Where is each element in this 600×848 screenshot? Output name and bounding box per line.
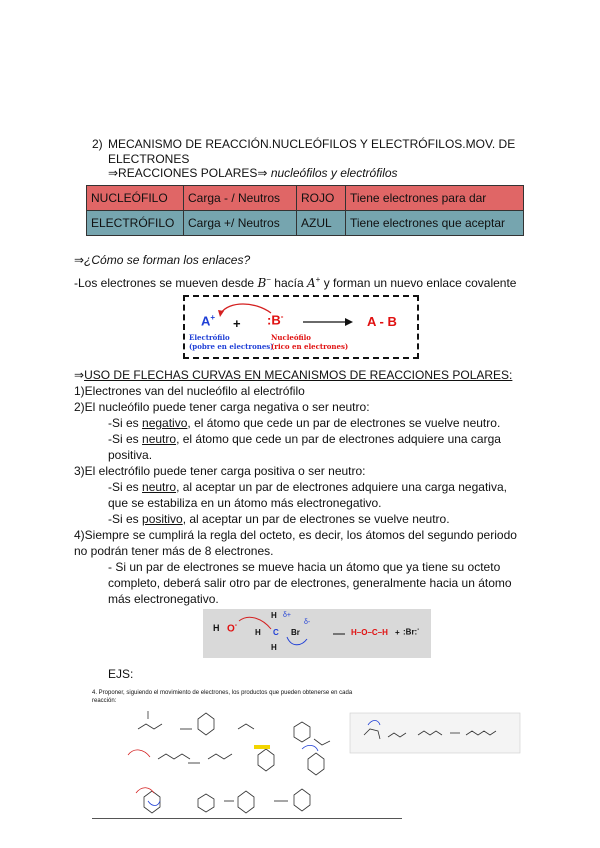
examples-structures bbox=[88, 689, 528, 819]
electrophile-label: Electrófilo (pobre en electrones) bbox=[189, 333, 274, 351]
section-title-cont: ELECTRONES bbox=[108, 152, 190, 166]
table-cell: Carga +/ Neutros bbox=[184, 211, 297, 236]
section-number: 2) bbox=[92, 137, 103, 151]
rule-1: 1)Electrones van del nucleófilo al electrófilo bbox=[74, 384, 305, 398]
mech-c: C bbox=[273, 628, 279, 637]
mech-br: Br bbox=[291, 628, 300, 637]
mech-h-bot: H bbox=[271, 643, 277, 652]
diagram-product: A - B bbox=[367, 314, 397, 329]
blue-curved-arrows bbox=[148, 745, 318, 805]
section-title: MECANISMO DE REACCIÓN.NUCLEÓFILOS Y ELECTRÓFILOS.MOV. DE bbox=[108, 137, 516, 151]
bonds-a-sup: + bbox=[315, 275, 321, 284]
rule-2a: -Si es negativo, el átomo que cede un par de electrones se vuelve neutro. bbox=[108, 416, 501, 430]
nucleophile-electrophile-table bbox=[86, 185, 524, 236]
mech-delta-plus: δ+ bbox=[283, 612, 291, 619]
footer-rule bbox=[92, 818, 402, 819]
examples-figure bbox=[88, 689, 528, 819]
table-cell: Tiene electrones para dar bbox=[346, 186, 524, 211]
nucleophile-label: Nucleófilo (rico en electrones) bbox=[271, 333, 349, 351]
table-cell: Tiene electrones que aceptar bbox=[346, 211, 524, 236]
mech-h-c: H bbox=[255, 628, 261, 637]
rule-4a: - Si un par de electrones se mueve hacia un átomo que ya tiene su octeto bbox=[108, 560, 501, 574]
rule-3a-cont: que se estabiliza en un átomo más electronegativo. bbox=[108, 496, 382, 510]
rule-4a-cont: completo, deberá salir otro par de electrones, generalmente hacia un átomo bbox=[108, 576, 512, 590]
reaction-arrows bbox=[180, 729, 288, 801]
rule-4-cont: no podrán tener más de 8 electrones. bbox=[74, 544, 274, 558]
subtitle-prefix: ⇒REACCIONES POLARES⇒ bbox=[108, 166, 268, 180]
table-row-electrophile bbox=[87, 211, 524, 236]
sn2-mechanism-figure bbox=[203, 609, 431, 658]
section-subtitle bbox=[108, 166, 398, 181]
mech-product: H–O–C–H bbox=[351, 628, 388, 637]
subtitle-italic: nucleófilos y electrófilos bbox=[270, 166, 398, 180]
rule-2: 2)El nucleófilo puede tener carga negativa o ser neutro: bbox=[74, 400, 370, 414]
examples-label: EJS: bbox=[108, 667, 134, 681]
rule-2b: -Si es neutro, el átomo que cede un par de electrones adquiere una carga bbox=[108, 432, 501, 446]
bond-formation-diagram bbox=[183, 295, 419, 359]
table-cell: ROJO bbox=[297, 186, 346, 211]
bonds-question: ⇒¿Cómo se forman los enlaces? bbox=[74, 253, 251, 267]
rule-4a-cont2: más electronegativo. bbox=[108, 592, 219, 606]
mech-o: O- bbox=[227, 622, 238, 635]
rule-2b-cont: positiva. bbox=[108, 448, 153, 462]
bonds-b-sup: − bbox=[266, 275, 271, 284]
bonds-text-b: hacía bbox=[274, 276, 304, 290]
mech-curved-arrow-blue bbox=[287, 637, 307, 645]
highlight-mark bbox=[254, 745, 270, 749]
bonds-text-c: y forman un nuevo enlace covalente bbox=[323, 276, 517, 290]
rule-4: 4)Siempre se cumplirá la regla del octeto, es decir, los átomos del segundo periodo bbox=[74, 528, 517, 542]
table-cell: Carga - / Neutros bbox=[184, 186, 297, 211]
rule-3: 3)El electrófilo puede tener carga positiva o ser neutro: bbox=[74, 464, 366, 478]
table-cell: NUCLEÓFILO bbox=[87, 186, 184, 211]
examples-prompt: 4. Proponer, siguiendo el movimiento de electrones, los productos que pueden obtenerse en cada reacción: bbox=[92, 690, 353, 704]
mech-h1: H bbox=[213, 623, 220, 633]
mech-plus: + bbox=[395, 628, 400, 637]
bonds-b: B bbox=[257, 276, 267, 290]
reaction-arrowhead bbox=[345, 318, 353, 326]
arrows-heading: ⇒USO DE FLECHAS CURVAS EN MECANISMOS DE REACCIONES POLARES: bbox=[74, 368, 513, 382]
mech-h-top: H bbox=[271, 611, 277, 620]
bonds-text-a: -Los electrones se mueven desde bbox=[74, 276, 255, 290]
diagram-a-plus: A+ bbox=[201, 313, 216, 329]
rule-3b: -Si es positivo, al aceptar un par de electrones se vuelve neutro. bbox=[108, 512, 450, 526]
reaction-sketches bbox=[138, 711, 330, 813]
table-cell: ELECTRÓFILO bbox=[87, 211, 184, 236]
table-row-nucleophile bbox=[87, 186, 524, 211]
mech-delta-minus: δ- bbox=[304, 619, 311, 626]
mech-br-ion: :Br:- bbox=[403, 627, 420, 637]
diagram-plus: + bbox=[233, 316, 241, 331]
mech-curved-arrow-red bbox=[239, 617, 271, 629]
right-panel bbox=[350, 713, 520, 753]
table-cell: AZUL bbox=[297, 211, 346, 236]
bonds-a: A bbox=[307, 276, 316, 290]
curved-arrowhead bbox=[218, 310, 224, 317]
diagram-b-minus: :B- bbox=[267, 312, 284, 328]
bonds-sentence bbox=[74, 272, 516, 291]
rule-3a: -Si es neutro, al aceptar un par de electrones adquiere una carga negativa, bbox=[108, 480, 507, 494]
red-curved-arrows bbox=[128, 750, 154, 793]
curved-arrow bbox=[221, 304, 271, 313]
